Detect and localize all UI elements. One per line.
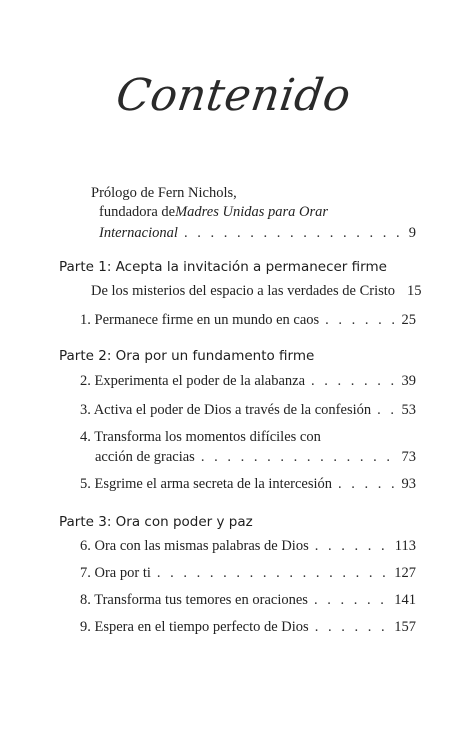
dot-leader xyxy=(184,224,403,242)
toc-entry-prologue xyxy=(91,184,416,244)
toc-entry xyxy=(91,282,422,302)
toc-entry xyxy=(80,401,416,421)
prologue-line3-italic: Internacional xyxy=(99,225,178,241)
toc-entry xyxy=(80,475,416,495)
toc-entry xyxy=(80,311,416,331)
dot-leader xyxy=(377,401,395,419)
entry-label: 4. Transforma los momentos difíciles con xyxy=(80,429,321,445)
toc-entry xyxy=(80,372,416,392)
entry-label: 1. Permanece firme en un mundo en caos xyxy=(80,312,320,328)
page-number: 39 xyxy=(401,373,416,389)
dot-leader xyxy=(314,591,388,609)
dot-leader xyxy=(311,372,395,390)
dot-leader xyxy=(338,475,395,493)
page-number: 141 xyxy=(394,592,416,608)
entry-label: 7. Ora por ti xyxy=(80,565,151,581)
entry-label: 9. Espera en el tiempo perfecto de Dios xyxy=(80,619,309,635)
entry-label: 5. Esgrime el arma secreta de la intercesión xyxy=(80,476,333,492)
entry-label: De los misterios del espacio a las verdades de Cristo xyxy=(91,283,396,299)
toc-entry xyxy=(80,591,416,611)
part-heading-2: Parte 2: Ora por un fundamento firme xyxy=(59,348,315,364)
prologue-line2-prefix: fundadora de xyxy=(99,204,176,220)
entry-label: 6. Ora con las mismas palabras de Dios xyxy=(80,538,309,554)
part-heading-1: Parte 1: Acepta la invitación a permanecer firme xyxy=(59,259,387,275)
entry-label: 3. Activa el poder de Dios a través de la confesión xyxy=(80,402,372,418)
page-number: 25 xyxy=(401,312,416,328)
dot-leader xyxy=(157,564,388,582)
page-number: 73 xyxy=(401,449,416,465)
page-title: Contenido xyxy=(113,70,354,121)
part-heading-3: Parte 3: Ora con poder y paz xyxy=(59,514,253,530)
page-number: 9 xyxy=(408,225,416,241)
toc-entry xyxy=(80,428,416,468)
entry-label-cont: acción de gracias xyxy=(95,449,195,465)
entry-label: 8. Transforma tus temores en oraciones xyxy=(80,592,308,608)
page-number: 53 xyxy=(401,402,416,418)
page-number: 93 xyxy=(401,476,416,492)
prologue-line2-italic: Madres Unidas para Orar xyxy=(175,204,329,220)
page-number: 127 xyxy=(394,565,416,581)
page-number: 157 xyxy=(394,619,416,635)
toc-entry xyxy=(80,537,416,557)
dot-leader xyxy=(315,618,389,636)
page-number: 15 xyxy=(407,283,422,299)
dot-leader xyxy=(315,537,389,555)
dot-leader xyxy=(201,448,396,466)
entry-label: 2. Experimenta el poder de la alabanza xyxy=(80,373,306,389)
dot-leader xyxy=(325,311,395,329)
prologue-line1: Prólogo de Fern Nichols, xyxy=(91,185,237,201)
page-number: 113 xyxy=(394,538,416,554)
toc-entry xyxy=(80,618,416,638)
toc-entry xyxy=(80,564,416,584)
